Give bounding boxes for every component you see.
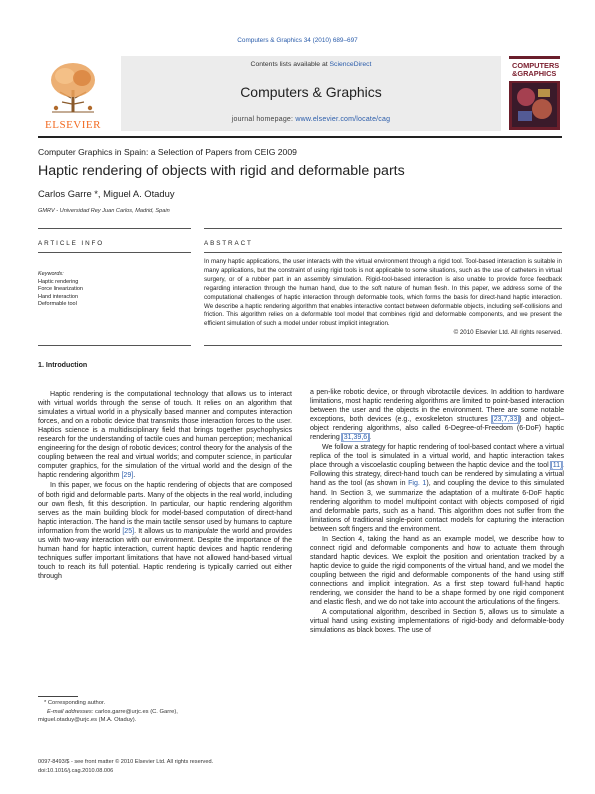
figure-link[interactable]: Fig. 1	[408, 480, 427, 488]
keyword-item: Force linearization	[38, 286, 83, 293]
copyright-line: © 2010 Elsevier Ltd. All rights reserved.	[453, 329, 562, 337]
citation-link[interactable]: [23,7,33]	[491, 416, 520, 424]
keyword-item: Deformable tool	[38, 301, 77, 308]
journal-name: Computers & Graphics	[240, 84, 382, 100]
email-line: miguel.otaduy@urjc.es (M.A. Otaduy).	[38, 717, 137, 724]
abstract-text: In many haptic applications, the user interacts with the virtual environment through a rigid tool. Tool-based interaction is suitable in many applications, but the constraint of using rigid tools is not applicable to some situations, such as the use of catheters in virtual surgery, or of a rubber part in an assembly simulation. Rigid-tool-based interaction is also unable to provide force feedback regarding interaction through the human hand, due to the soft nature of human flesh. In this paper, we address some of the computational challenges of haptic interaction through deformable tools, which forms the basis for direct-hand haptic interaction. We describe a haptic rendering algorithm that enables interactive contact between deformable objects, including self-collisions and friction. This algorithm relies on a deformable tool model that combines rigid and deformable components, and we present the efficient simulation of such a model under robust implicit integration.	[204, 258, 562, 328]
abstract-label: ABSTRACT	[204, 240, 253, 247]
abstract-rule-mid	[204, 252, 562, 253]
issn-line: 0097-8493/$ - see front matter © 2010 Elsevier Ltd. All rights reserved.	[38, 759, 214, 765]
paragraph: Haptic rendering is the computational technology that allows us to interact with virtual worlds through the sense of touch. It relies on an algorithm that simulates a virtual world in a physically based manner and computes interaction forces, and on a robotic device that transmits those interaction forces to the user. Haptics science is a multidisciplinary field that brings together psychophysics research for the understanding of tactile cues and human perception; mechanical engineering for the design of robotic devices; control theory for the analysis of the coupling between the real and virtual worlds; and computer science, in particular computer graphics, for the simulation of the virtual world and the design of the haptic rendering algorithm [29].	[38, 391, 292, 480]
contents-prefix: Contents lists available at	[250, 61, 330, 68]
sciencedirect-link[interactable]: ScienceDirect	[329, 61, 372, 68]
abstract-rule-top	[204, 228, 562, 229]
article-title: Haptic rendering of objects with rigid and deformable parts	[38, 163, 405, 179]
citation-link[interactable]: [29]	[121, 472, 134, 480]
email-line: E-mail addresses: carlos.garre@urjc.es (C. Garre),	[47, 708, 178, 715]
special-issue-line: Computer Graphics in Spain: a Selection of Papers from CEIG 2009	[38, 147, 297, 157]
header-rule	[38, 136, 562, 138]
homepage-prefix: journal homepage:	[231, 116, 296, 123]
citation-link[interactable]: [31,39,6]	[341, 434, 370, 442]
keywords-label: Keywords:	[38, 271, 64, 277]
keywords-block	[38, 271, 83, 309]
abstract-rule-bottom	[204, 345, 562, 346]
corresponding-author-note: * Corresponding author.	[44, 700, 106, 706]
journal-cover-thumbnail[interactable]	[509, 56, 560, 130]
doi-line[interactable]: doi:10.1016/j.cag.2010.08.006	[38, 767, 114, 774]
cover-title: COMPUTERS &GRAPHICS	[512, 61, 560, 78]
paragraph: In this paper, we focus on the haptic rendering of objects that are composed of both rigid and deformable parts. Many of the objects in the real world, including our own flesh, fit this description. In particular, our haptic rendering algorithm serves as the main building block for model-based computation of direct-hand haptic interaction. The hand is the main tactile sensor used by humans to capture information from the world [25]. It allows us to manipulate the world and provides us with two-way interaction with our environment. Despite the importance of the human hand for haptic interaction, current haptic devices and haptic rendering techniques suffer important limitations that have not allowed hand-based virtual touch to reach its full potential. Haptic rendering is typically carried out either through	[38, 482, 292, 580]
keyword-item: Hand interaction	[38, 293, 79, 300]
footnote-rule	[38, 696, 78, 697]
author-list: Carlos Garre *, Miguel A. Otaduy	[38, 188, 175, 199]
citation-link[interactable]: [25]	[122, 527, 135, 535]
footnote	[38, 699, 292, 725]
info-rule-mid	[38, 252, 191, 253]
paragraph: A computational algorithm, described in Section 5, allows us to simulate a virtual hand using existing implementations of rigid-body and deformable-body simulations as black boxes. The use of	[310, 609, 564, 635]
homepage-link[interactable]: www.elsevier.com/locate/cag	[295, 116, 391, 123]
paragraph: a pen-like robotic device, or through vibrotactile devices. In addition to hardware limitations, most haptic rendering algorithms are limited to point-based interaction between the user and the objects in the environment. There are some notable exceptions, both devices (e.g., exoskeleton structures [23,7,33]) and object–object rendering algorithms, also called 6-Degree-of-Freedom (6-DoF) haptic rendering [31,39,6].	[310, 389, 564, 442]
body-column-right	[310, 388, 564, 635]
keyword-item: Haptic rendering	[38, 278, 79, 285]
citation-link[interactable]: [11]	[550, 462, 563, 470]
journal-citation[interactable]: Computers & Graphics 34 (2010) 689–697	[237, 37, 358, 44]
contents-line	[121, 61, 501, 68]
info-rule-top	[38, 228, 191, 229]
section-heading-introduction: 1. Introduction	[38, 361, 88, 369]
abstract-body	[204, 258, 562, 338]
cover-artwork	[512, 83, 557, 127]
paragraph: In Section 4, taking the hand as an example model, we describe how to connect rigid and deformable components and how to actuate them through standard haptic devices. We exploit the position and orientation tracked by a haptic device to guide the rigid components of the virtual hand, and we model the coupling between the rigid and deformable components of the hand using stiff connections and implicit integration. As a first step toward full-hand haptic rendering, we consider the hand to be a shape formed by one rigid component and elastic flesh, and we do not take into account the articulations of the fingers.	[310, 535, 564, 607]
elsevier-wordmark: ELSEVIER	[45, 119, 101, 131]
affiliation: GMRV - Universidad Rey Juan Carlos, Madrid, Spain	[38, 208, 170, 214]
info-rule-bottom	[38, 345, 191, 346]
journal-homepage	[121, 116, 501, 123]
article-info-label: ARTICLE INFO	[38, 240, 105, 247]
issn-doi-block	[38, 758, 213, 775]
body-column-left	[38, 390, 292, 581]
paragraph: We follow a strategy for haptic rendering of tool-based contact where a virtual replica of the tool is simulated in a virtual world, and haptic interaction takes place through a viscoelastic coupling between the haptic device and the tool [11]. Following this strategy, direct-hand touch can be rendered by simulating a virtual hand as the tool (as shown in Fig. 1), and coupling the device to this simulated hand. In Section 3, we summarize the adaptation of a multirate 6-DoF haptic rendering algorithm to model multipoint contact with objects composed of rigid and deformable parts, such as a hand. This algorithm does not suffer from the limitations of traditional single-point contact models for capturing the interaction between soft fingers and the environment.	[310, 444, 565, 533]
